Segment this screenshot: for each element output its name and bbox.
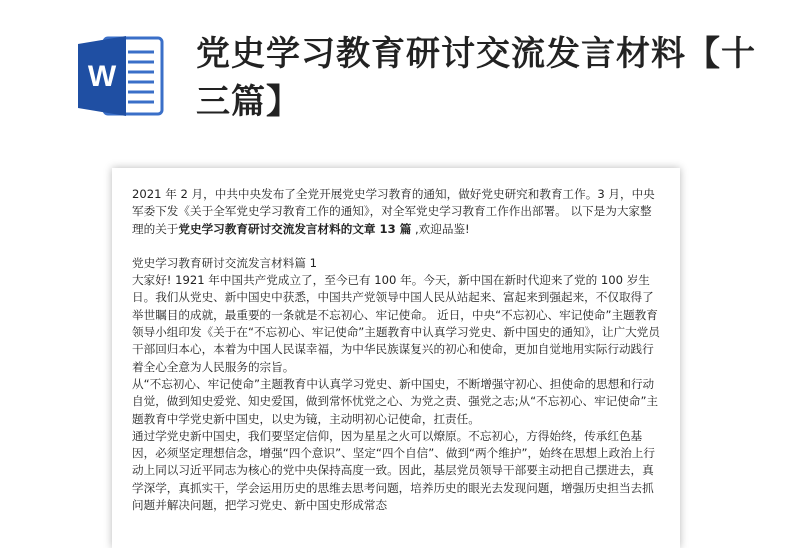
intro-text: 2021 年 2 月，中共中央发布了全党开展党史学习教育的通知，做好党史研究和教育工作。3 月，中央军委下发《关于全军党史学习教育工作的通知》，对全军党史学习教育工作作出部署。 以下是为大家整理的关于: [132, 187, 655, 236]
document-page: [112, 168, 680, 548]
body-paragraph: 从“不忘初心、牢记使命”主题教育中认真学习党史、新中国史，不断增强守初心、担使命的思想和行动自觉，做到知史爱党、知史爱国，做到常怀忧党之心、为党之责、强党之志;从“不忘初心、牢记使命”主题教育中学党史新中国史，以史为镜，主动明初心记使命，扛责任。: [132, 376, 659, 426]
intro-paragraph: [132, 186, 660, 238]
word-document-icon: [74, 32, 166, 120]
document-body: [132, 186, 660, 514]
document-title: 党史学习教育研讨交流发言材料【十三篇】: [196, 34, 756, 122]
header: [0, 0, 800, 160]
section-title: 党史学习教育研讨交流发言材料篇 1: [132, 255, 317, 270]
intro-closing-text: ,欢迎品鉴!: [411, 221, 470, 236]
word-icon-letter: W: [87, 60, 117, 93]
intro-bold-text: 党史学习教育研讨交流发言材料的文章 13 篇: [178, 221, 412, 236]
body-paragraph: 大家好! 1921 年中国共产党成立了，至今已有 100 年。今天，新中国在新时代迎来了党的 100 岁生日。我们从党史、新中国史中获悉，中国共产党领导中国人民从站起来、富起来到强起来，不仅取得了举世瞩目的成就，最重要的一条就是不忘初心、牢记使命。 近日，中央“不忘初心、牢记使命”主题教育领导小组印发《关于在“不忘初心、牢记使命”主题教育中认真学习党史、新中国史的通知》，让广大党员干部回归本心，本着为中国人民谋幸福，为中华民族谋复兴的初心和使命，更加自觉地用实际行动践行着全心全意为人民服务的宗旨。: [132, 273, 660, 374]
body-paragraph: 通过学党史新中国史，我们要坚定信仰，因为星星之火可以燎原。不忘初心，方得始终，传承红色基因，必须坚定理想信念，增强“四个意识”、坚定“四个自信”、做到“两个维护”，始终在思想上政治上行动上同以习近平同志为核心的党中央保持高度一致。因此，基层党员领导干部要主动把自己摆进去，真学深学，真抓实干，学会运用历史的思维去思考问题，培养历史的眼光去发现问题，增强历史担当去抓问题并解决问题，把学习党史、新中国史形成常态: [132, 428, 655, 513]
